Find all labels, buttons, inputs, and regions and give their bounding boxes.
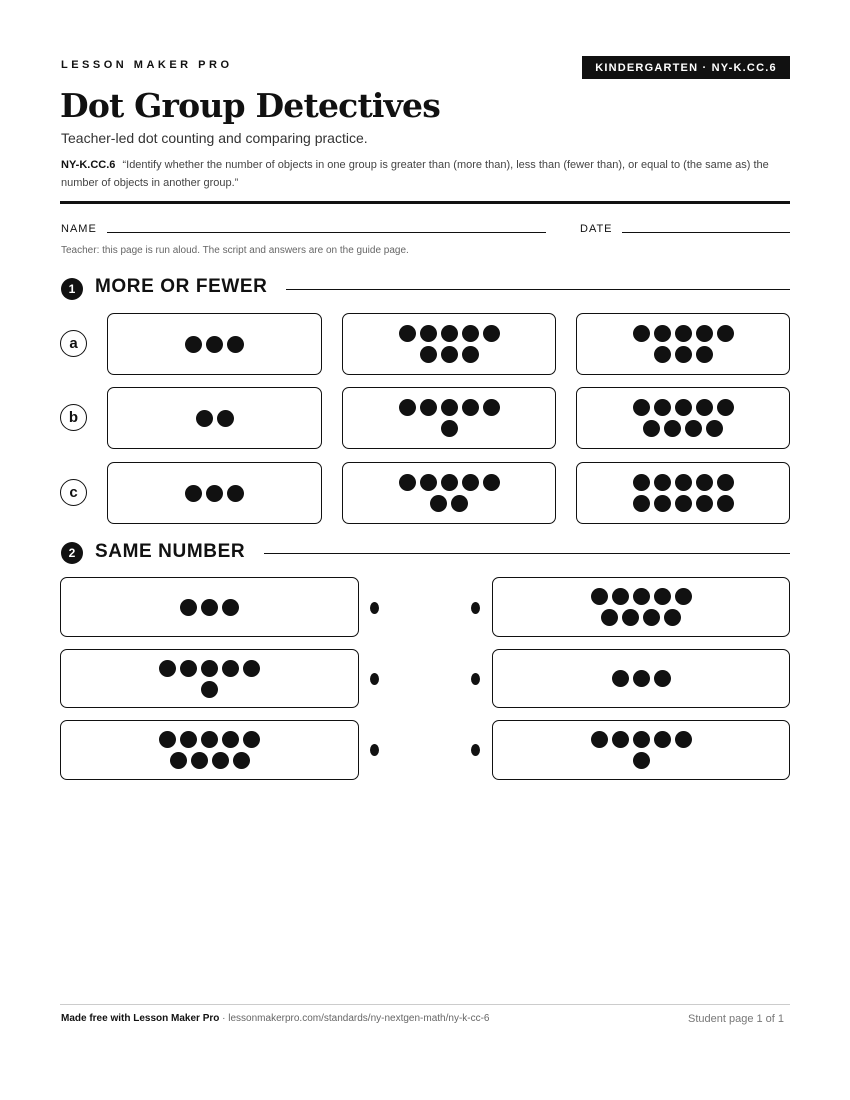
- dot: [185, 485, 202, 502]
- dot: [675, 399, 692, 416]
- dot: [222, 731, 239, 748]
- dot: [170, 752, 187, 769]
- dot: [696, 495, 713, 512]
- footer-url[interactable]: · lessonmakerpro.com/standards/ny-nextgen-math/ny-k-cc-6: [219, 1013, 490, 1024]
- dot: [601, 609, 618, 626]
- match-dot-left[interactable]: [370, 673, 379, 685]
- standard-text: “Identify whether the number of objects in one group is greater than (more than), less than (fewer than), or equal to (the same as) the number of objects in another group.”: [61, 159, 769, 189]
- dot: [159, 731, 176, 748]
- dot: [622, 609, 639, 626]
- dot: [483, 474, 500, 491]
- right-dot-group-box[interactable]: [492, 649, 790, 708]
- dot: [227, 485, 244, 502]
- dot: [451, 495, 468, 512]
- dot-group-box[interactable]: [342, 313, 556, 375]
- dot: [643, 609, 660, 626]
- dot: [185, 336, 202, 353]
- dot-row: [159, 731, 260, 748]
- dot: [420, 474, 437, 491]
- left-dot-group-box[interactable]: [60, 649, 359, 708]
- right-dot-group-box[interactable]: [492, 577, 790, 637]
- footer-made-with: Made free with Lesson Maker Pro: [61, 1013, 220, 1024]
- date-label: DATE: [580, 223, 613, 235]
- dot: [654, 474, 671, 491]
- dot: [612, 731, 629, 748]
- section-1-title: MORE OR FEWER: [95, 276, 268, 297]
- match-dot-right[interactable]: [471, 673, 480, 685]
- dot: [696, 346, 713, 363]
- row-label-b: b: [60, 404, 87, 431]
- dot: [243, 731, 260, 748]
- dot-row: [643, 420, 723, 437]
- dot: [420, 346, 437, 363]
- name-field[interactable]: [107, 232, 546, 233]
- dot: [633, 399, 650, 416]
- dot: [180, 660, 197, 677]
- dot: [399, 474, 416, 491]
- dot-row: [185, 336, 244, 353]
- dot: [696, 474, 713, 491]
- section-1-rule: [286, 289, 790, 290]
- dot-group-box[interactable]: [107, 387, 322, 449]
- dot: [675, 495, 692, 512]
- dot: [159, 660, 176, 677]
- dot: [217, 410, 234, 427]
- dot: [654, 495, 671, 512]
- footer-page-number: Student page 1 of 1: [688, 1013, 785, 1025]
- dot: [441, 399, 458, 416]
- dot: [483, 325, 500, 342]
- dot: [675, 588, 692, 605]
- dot-group-box[interactable]: [342, 387, 556, 449]
- dot: [654, 325, 671, 342]
- dot: [675, 731, 692, 748]
- dot-row: [430, 495, 468, 512]
- dot: [654, 670, 671, 687]
- dot: [654, 399, 671, 416]
- standard-description: [61, 156, 781, 192]
- dot: [201, 599, 218, 616]
- dot: [399, 399, 416, 416]
- dot: [696, 325, 713, 342]
- dot: [654, 588, 671, 605]
- brand-name: LESSON MAKER PRO: [61, 59, 233, 71]
- dot: [201, 681, 218, 698]
- dot: [591, 588, 608, 605]
- dot-row: [633, 325, 734, 342]
- date-field[interactable]: [622, 232, 790, 233]
- dot: [633, 752, 650, 769]
- dot: [420, 399, 437, 416]
- match-dot-right[interactable]: [471, 744, 480, 756]
- dot: [196, 410, 213, 427]
- dot: [633, 325, 650, 342]
- dot: [233, 752, 250, 769]
- row-label-c: c: [60, 479, 87, 506]
- match-dot-right[interactable]: [471, 602, 480, 614]
- dot: [462, 474, 479, 491]
- dot: [612, 588, 629, 605]
- dot: [430, 495, 447, 512]
- grade-badge: KINDERGARTEN · NY-K.CC.6: [582, 56, 790, 79]
- dot-row: [420, 346, 479, 363]
- dot-row: [180, 599, 239, 616]
- dot: [441, 474, 458, 491]
- dot: [441, 420, 458, 437]
- dot-row: [633, 399, 734, 416]
- dot-row: [633, 474, 734, 491]
- dot: [206, 336, 223, 353]
- dot: [717, 399, 734, 416]
- dot: [664, 609, 681, 626]
- dot: [243, 660, 260, 677]
- teacher-note: Teacher: this page is run aloud. The script and answers are on the guide page.: [61, 245, 409, 256]
- dot: [664, 420, 681, 437]
- dot-row: [591, 588, 692, 605]
- dot: [654, 731, 671, 748]
- dot-row: [399, 474, 500, 491]
- dot: [675, 474, 692, 491]
- footer-divider: [60, 1004, 790, 1005]
- footer-credit: [61, 1013, 490, 1024]
- right-dot-group-box[interactable]: [492, 720, 790, 780]
- section-2-title: SAME NUMBER: [95, 541, 246, 562]
- dot-row: [201, 681, 218, 698]
- row-label-a: a: [60, 330, 87, 357]
- match-dot-left[interactable]: [370, 744, 379, 756]
- dot-row: [159, 660, 260, 677]
- dot-row: [601, 609, 681, 626]
- standard-code: NY-K.CC.6: [61, 159, 116, 171]
- dot: [462, 325, 479, 342]
- dot: [654, 346, 671, 363]
- dot-row: [196, 410, 234, 427]
- dot: [420, 325, 437, 342]
- dot: [675, 325, 692, 342]
- dot: [717, 325, 734, 342]
- dot-row: [591, 731, 692, 748]
- dot: [180, 731, 197, 748]
- page-subtitle: Teacher-led dot counting and comparing practice.: [61, 130, 368, 146]
- dot: [227, 336, 244, 353]
- section-2-number: 2: [61, 542, 83, 564]
- section-1-number: 1: [61, 278, 83, 300]
- dot-row: [185, 485, 244, 502]
- dot-group-box[interactable]: [576, 462, 790, 524]
- dot: [222, 599, 239, 616]
- dot: [633, 731, 650, 748]
- dot: [717, 495, 734, 512]
- page-title: Dot Group Detectives: [60, 86, 440, 125]
- dot: [201, 731, 218, 748]
- dot: [462, 399, 479, 416]
- left-dot-group-box[interactable]: [60, 720, 359, 780]
- dot-row: [170, 752, 250, 769]
- dot-group-box[interactable]: [107, 313, 322, 375]
- dot: [633, 474, 650, 491]
- dot: [180, 599, 197, 616]
- dot: [633, 495, 650, 512]
- dot: [717, 474, 734, 491]
- dot: [685, 420, 702, 437]
- dot-group-box[interactable]: [576, 313, 790, 375]
- dot: [633, 588, 650, 605]
- dot-row: [633, 752, 650, 769]
- dot: [643, 420, 660, 437]
- dot-group-box[interactable]: [107, 462, 322, 524]
- dot-row: [654, 346, 713, 363]
- dot: [441, 325, 458, 342]
- dot: [483, 399, 500, 416]
- dot-row: [633, 495, 734, 512]
- dot-row: [399, 325, 500, 342]
- dot: [696, 399, 713, 416]
- dot-row: [612, 670, 671, 687]
- dot: [675, 346, 692, 363]
- section-2-rule: [264, 553, 790, 554]
- dot: [399, 325, 416, 342]
- dot-group-box[interactable]: [576, 387, 790, 449]
- dot: [201, 660, 218, 677]
- dot: [591, 731, 608, 748]
- name-label: NAME: [61, 223, 97, 235]
- dot: [191, 752, 208, 769]
- dot: [222, 660, 239, 677]
- dot: [633, 670, 650, 687]
- dot: [212, 752, 229, 769]
- dot-row: [441, 420, 458, 437]
- dot: [206, 485, 223, 502]
- dot-group-box[interactable]: [342, 462, 556, 524]
- dot: [612, 670, 629, 687]
- header-divider: [60, 201, 790, 204]
- dot-row: [399, 399, 500, 416]
- dot: [462, 346, 479, 363]
- match-dot-left[interactable]: [370, 602, 379, 614]
- dot: [706, 420, 723, 437]
- left-dot-group-box[interactable]: [60, 577, 359, 637]
- dot: [441, 346, 458, 363]
